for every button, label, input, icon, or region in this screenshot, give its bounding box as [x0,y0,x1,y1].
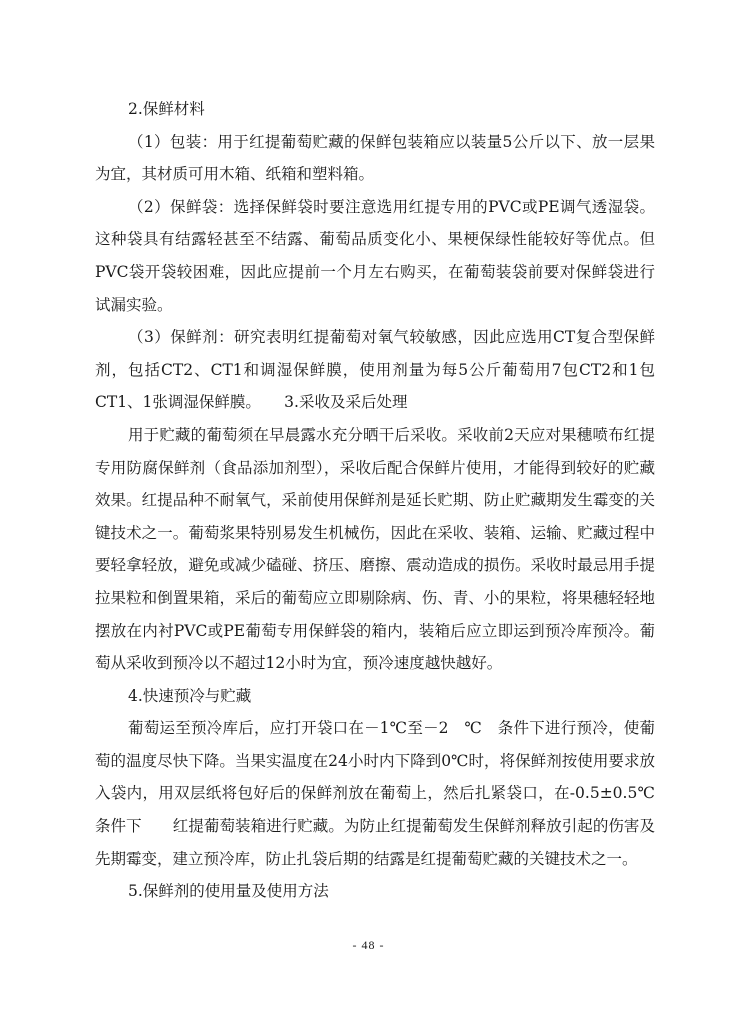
page-number: - 48 - [352,938,385,952]
document-body [95,93,655,908]
paragraph-preservative: （3）保鲜剂：研究表明红提葡萄对氧气较敏感，因此应选用CT复合型保鲜剂，包括CT2、CT1和调湿保鲜膜，使用剂量为每5公斤葡萄用7包CT2和1包CT1、1张调湿保鲜膜。 3.采收及采后处理 [95,328,655,412]
paragraph-harvest: 用于贮藏的葡萄须在早晨露水充分晒干后采收。采收前2天应对果穗喷布红提专用防腐保鲜剂（食品添加剂型），采收后配合保鲜片使用，才能得到较好的贮藏效果。红提品种不耐氧气，采前使用保鲜剂是延长贮期、防止贮藏期发生霉变的关键技术之一。葡萄浆果特别易发生机械伤，因此在采收、装箱、运输、贮藏过程中要轻拿轻放，避免或减少磕碰、挤压、磨擦、震动造成的损伤。采收时最忌用手提拉果粒和倒置果箱，采后的葡萄应立即剔除病、伤、青、小的果粒，将果穗轻轻地摆放在内衬PVC或PE葡萄专用保鲜袋的箱内，装箱后应立即运到预冷库预冷。葡萄从采收到预冷以不超过12小时为宜，预冷速度越快越好。 [95,425,655,673]
paragraph-precooling: 葡萄运至预冷库后，应打开袋口在－1℃至－2 ℃ 条件下进行预冷，使葡萄的温度尽快下降。当果实温度在24小时内下降到0℃时，将保鲜剂按使用要求放入袋内，用双层纸将包好后的保鲜剂放在葡萄上，然后扎紧袋口，在-0.5±0.5℃条件下 红提葡萄装箱进行贮藏。为防止红提葡萄发生保鲜剂释放引起的伤害及先期霉变，建立预冷库，防止扎袋后期的结露是红提葡萄贮藏的关键技术之一。 [95,719,655,868]
section-heading-materials: 2.保鲜材料 [128,100,205,118]
paragraph-packaging: （1）包装：用于红提葡萄贮藏的保鲜包装箱应以装量5公斤以下、放一层果为宜，其材质可用木箱、纸箱和塑料箱。 [95,132,655,184]
paragraph-preservation-bag: （2）保鲜袋：选择保鲜袋时要注意选用红提专用的PVC或PE调气透湿袋。这种袋具有结露轻甚至不结露、葡萄品质变化小、果梗保绿性能较好等优点。但PVC袋开袋较困难，因此应提前一个月左右购买，在葡萄装袋前要对保鲜袋进行试漏实验。 [95,197,655,314]
section-heading-precooling: 4.快速预冷与贮藏 [128,686,252,705]
section-heading-usage: 5.保鲜剂的使用量及使用方法 [128,882,329,901]
